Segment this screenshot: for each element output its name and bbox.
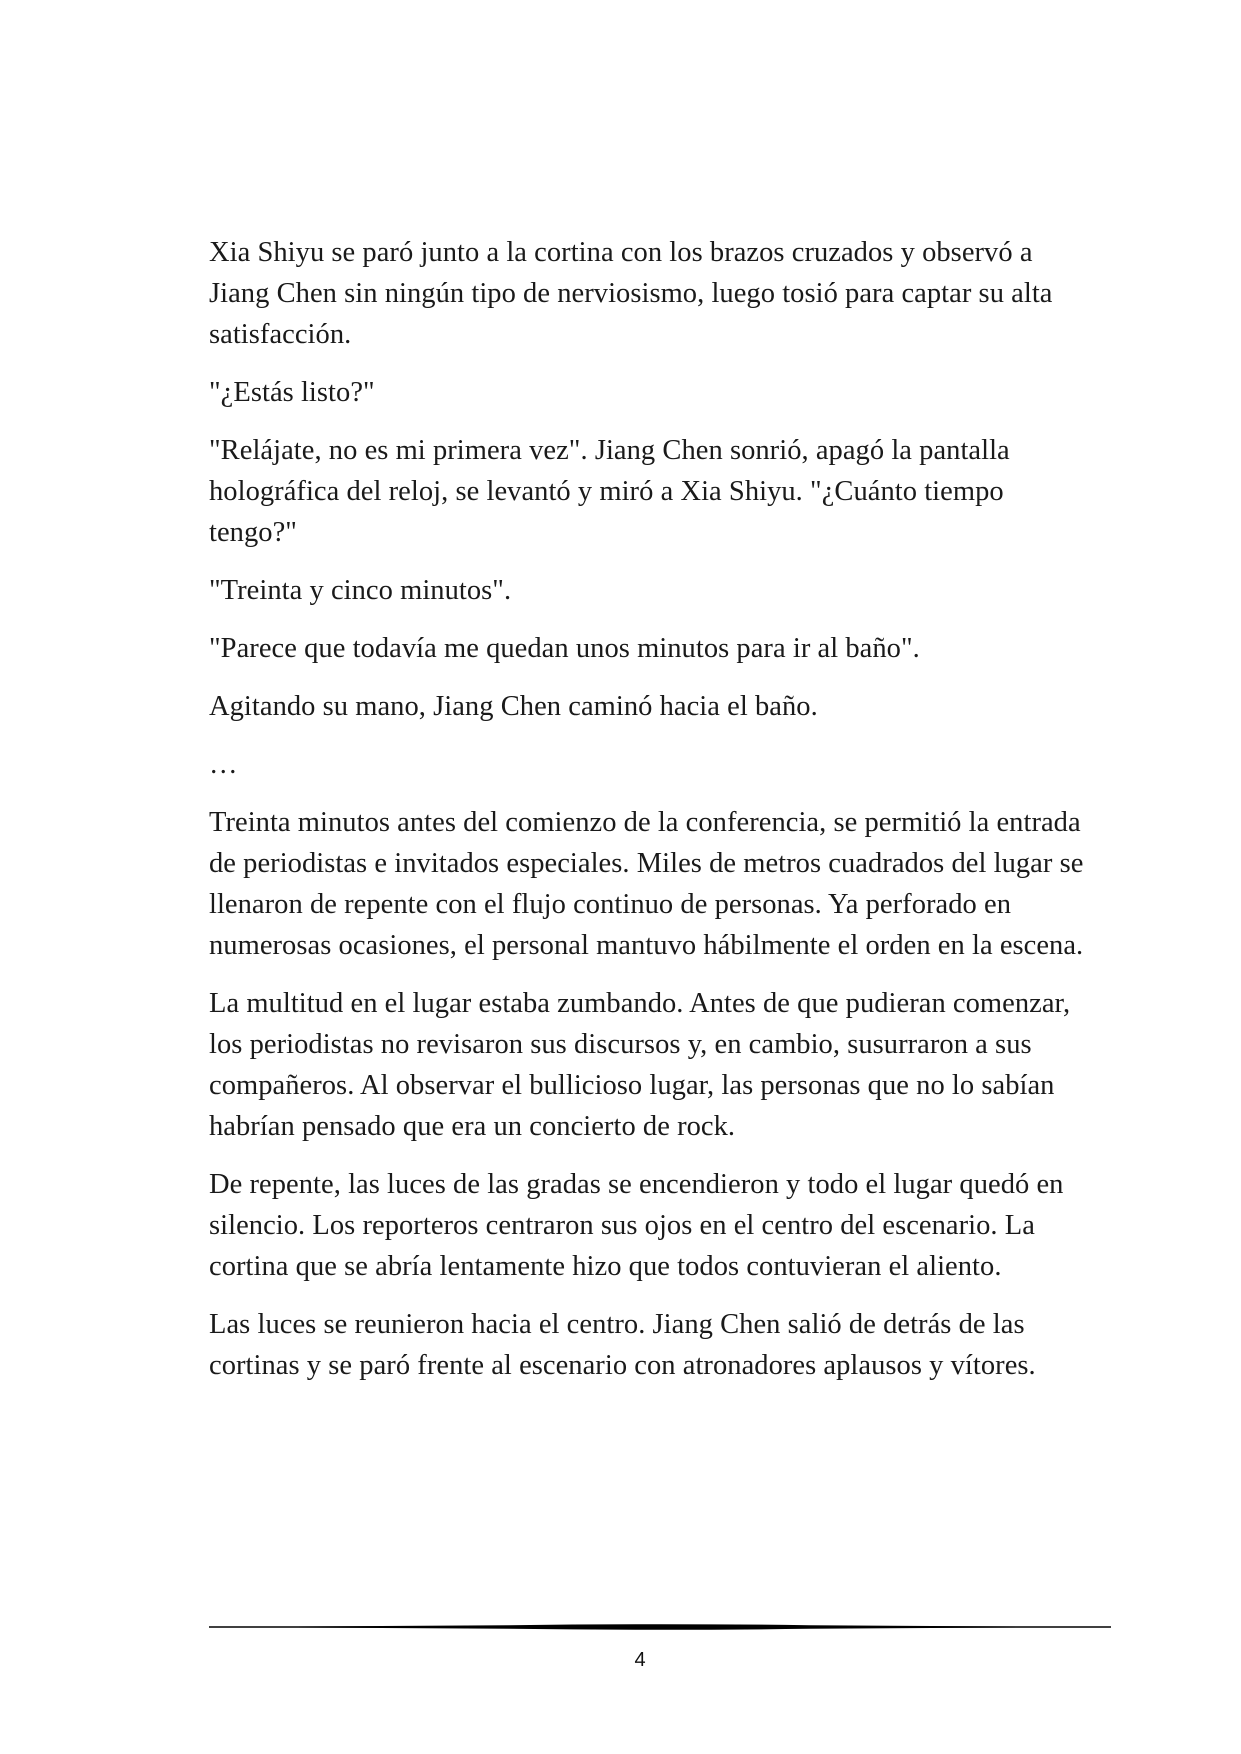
paragraph-2: "¿Estás listo?" — [209, 377, 375, 408]
paragraph-9: De repente, las luces de las gradas se encendieron y todo el lugar quedó en silencio. Los reporteros centraron sus ojos en el centro del escenario. La cortina que se abría lentamente hizo que todos contuvieran el aliento. — [209, 1169, 1064, 1282]
paragraph-4: "Treinta y cinco minutos". — [209, 575, 512, 606]
paragraph-10: Las luces se reunieron hacia el centro. Jiang Chen salió de detrás de las cortinas y se paró frente al escenario con atronadores aplausos y vítores. — [209, 1309, 1036, 1381]
paragraph-3: "Relájate, no es mi primera vez". Jiang Chen sonrió, apagó la pantalla holográfica del reloj, se levantó y miró a Xia Shiyu. "¿Cuánto tiempo tengo?" — [209, 435, 1010, 548]
page-number: 4 — [634, 1649, 646, 1671]
paragraph-1: Xia Shiyu se paró junto a la cortina con los brazos cruzados y observó a Jiang Chen sin ningún tipo de nerviosismo, luego tosió para captar su alta satisfacción. — [209, 237, 1053, 350]
paragraph-5: "Parece que todavía me quedan unos minutos para ir al baño". — [209, 633, 920, 664]
paragraph-8: La multitud en el lugar estaba zumbando. Antes de que pudieran comenzar, los periodistas no revisaron sus discursos y, en cambio, susurraron a sus compañeros. Al observar el bullicioso lugar, las personas que no lo sabían habrían pensado que era un concierto de rock. — [209, 988, 1071, 1142]
body-text — [209, 232, 1084, 1403]
footer-divider — [209, 1620, 1111, 1634]
scene-break-ellipsis: … — [209, 749, 238, 780]
paragraph-6: Agitando su mano, Jiang Chen caminó hacia el baño. — [209, 691, 818, 722]
paragraph-7: Treinta minutos antes del comienzo de la conferencia, se permitió la entrada de periodistas e invitados especiales. Miles de metros cuadrados del lugar se llenaron de repente con el flujo continuo de personas. Ya perforado en numerosas ocasiones, el personal mantuvo hábilmente el orden en la escena. — [209, 807, 1084, 961]
